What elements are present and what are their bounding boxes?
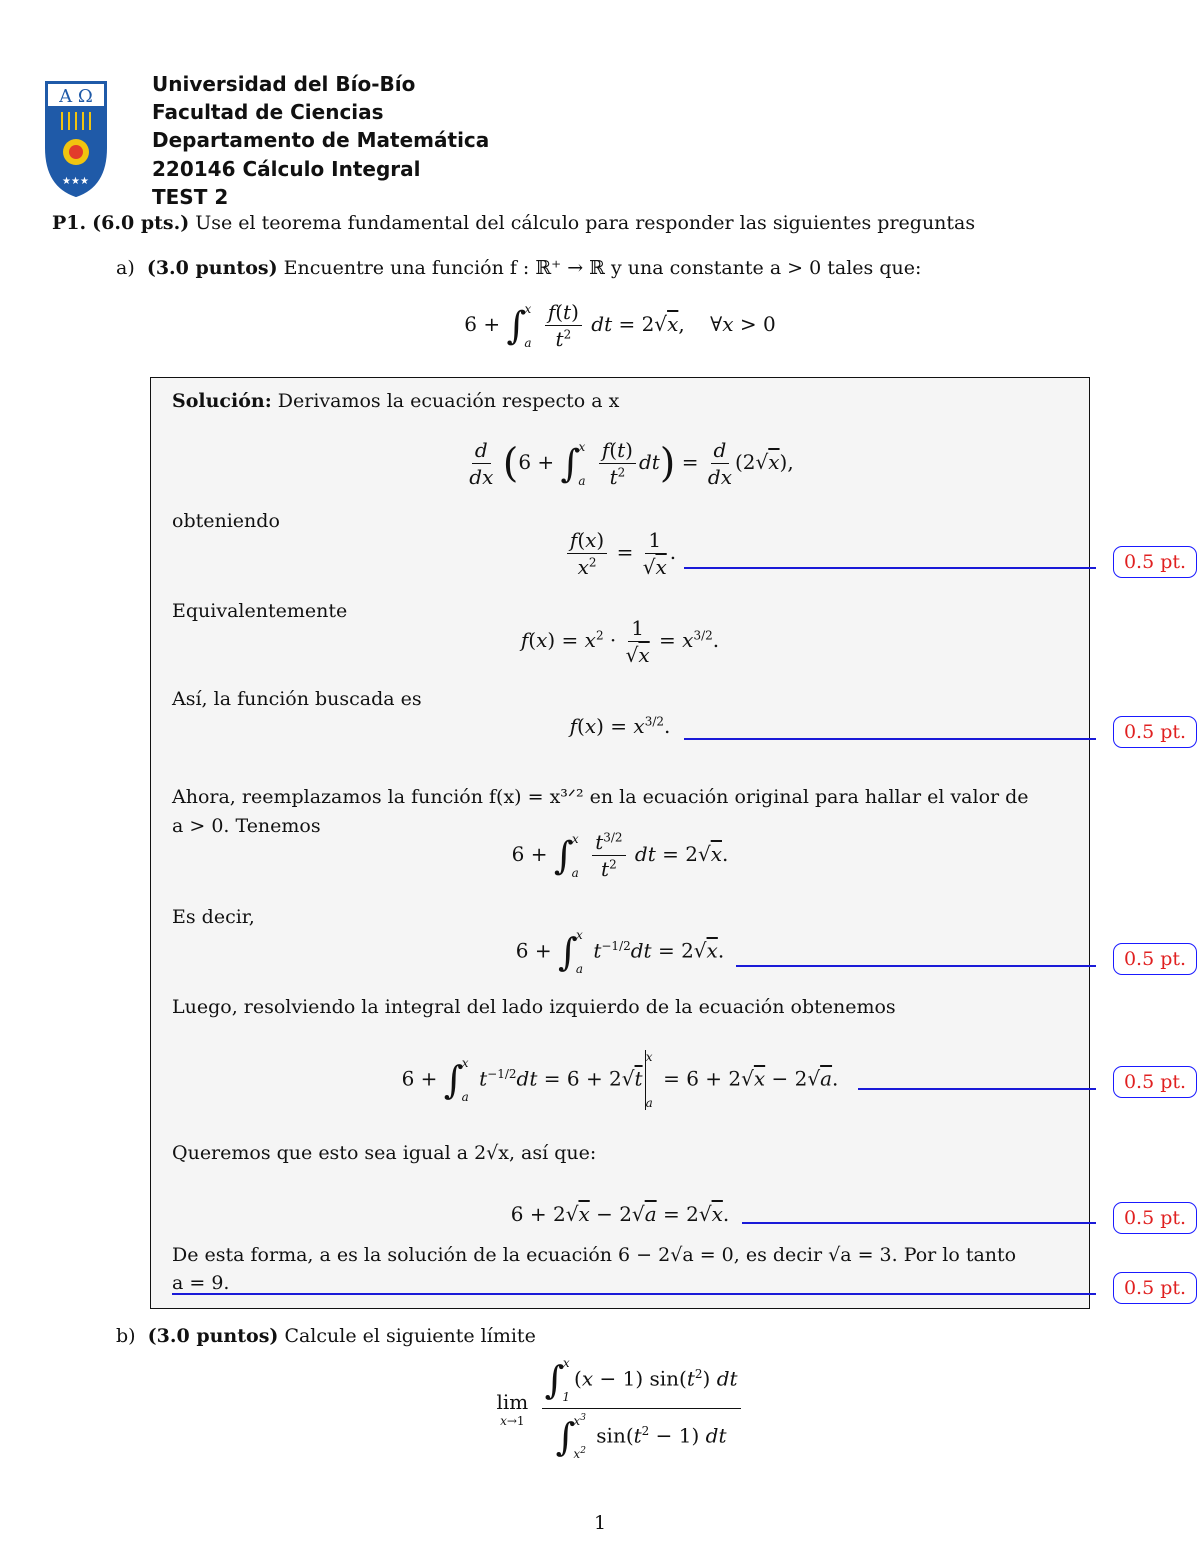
equation-fx-product: $f(x) = x^2$ · $\frac{1}{√x}$ = $x^{3/2}$. [520, 616, 720, 667]
equation-derivative: $\frac{d}{dx}$ (6 + ∫ x a $\frac{f(t)}{t^2}$ dt) = $\frac{d}{dx}$ (2√x), [469, 438, 794, 489]
text-final-line1: De esta forma, a es la solución de la ecuación 6 − 2√a = 0, es decir √a = 3. Por lo tanto [172, 1244, 1017, 1266]
text-queremos: Queremos que esto sea igual a 2√x, así que: [172, 1142, 597, 1164]
solution-intro-text: Derivamos la ecuación respecto a x [277, 390, 620, 412]
part-b-points: (3.0 puntos) [147, 1325, 279, 1347]
point-badge-3: 0.5 pt. [1113, 943, 1197, 975]
university-name: Universidad del Bío-Bío [152, 72, 416, 96]
logo-letters: A Ω [59, 86, 93, 107]
point-badge-4: 0.5 pt. [1113, 1066, 1197, 1098]
part-b-label: b) [116, 1325, 136, 1347]
svg-text:★: ★ [62, 176, 71, 187]
leader-line-5 [742, 1222, 1096, 1224]
problem-1-text: Use el teorema fundamental del cálculo para responder las siguientes preguntas [195, 212, 976, 234]
point-badge-6: 0.5 pt. [1113, 1272, 1197, 1304]
part-b-text: Calcule el siguiente límite [284, 1325, 536, 1347]
equation-fx-over-x2: $\frac{f(x)}{x^2}$ = $\frac{1}{√x}$ . [540, 528, 700, 579]
text-ahora-line1: Ahora, reemplazamos la función f(x) = x³ᐟ² en la ecuación original para hallar el valor de [172, 786, 1029, 808]
text-equivalentemente: Equivalentemente [172, 600, 348, 622]
leader-line-6 [172, 1293, 1096, 1295]
equation-substituted: 6 + ∫ x a $\frac{t^{3/2}}{t^2}$ dt = 2√x. [511, 830, 729, 881]
text-obteniendo: obteniendo [172, 510, 280, 532]
department-name: Departamento de Matemática [152, 128, 490, 152]
solution-intro [172, 388, 619, 414]
equation-limit: lim x→1 ∫ x 1 (x − 1) $\sin(t^2)$ dt ∫ $x^3$ $x^2$ $\sin(t^2 - 1)$ dt [480, 1356, 760, 1461]
equation-condition: 6 + 2√x − 2√a = 2√x. [510, 1202, 730, 1226]
part-a-label: a) [116, 257, 135, 279]
point-badge-5: 0.5 pt. [1113, 1202, 1197, 1234]
svg-text:★: ★ [80, 176, 89, 187]
text-ahora-line2: a > 0. Tenemos [172, 815, 321, 837]
text-luego: Luego, resolviendo la integral del lado izquierdo de la ecuación obtenemos [172, 996, 896, 1018]
faculty-name: Facultad de Ciencias [152, 100, 384, 124]
leader-line-4 [858, 1088, 1096, 1090]
part-a-statement [116, 255, 921, 281]
text-es-decir: Es decir, [172, 906, 255, 928]
equation-simplified: 6 + ∫ x a $t^{-1/2}dt = 2√x$. [515, 928, 725, 976]
leader-line-2 [684, 738, 1096, 740]
course-name: 220146 Cálculo Integral [152, 157, 421, 181]
part-b-statement [116, 1323, 536, 1349]
point-badge-2: 0.5 pt. [1113, 716, 1197, 748]
point-badge-1: 0.5 pt. [1113, 546, 1197, 578]
equation-part-a: 6 + ∫ x a $\frac{f(t)}{t^2}$ dt = 2√x, ∀x > 0 [464, 300, 776, 351]
part-a-text: Encuentre una función f : ℝ⁺ → ℝ y una constante a > 0 tales que: [283, 257, 922, 279]
test-name: TEST 2 [152, 185, 229, 209]
leader-line-1 [684, 567, 1096, 569]
equation-evaluated: 6 + ∫ x a $t^{-1/2}dt = 6 + 2√t$ x a = 6 + 2√x − 2√a. [401, 1050, 839, 1110]
problem-1-statement [52, 210, 975, 236]
text-final-line2: a = 9. [172, 1272, 230, 1294]
equation-fx-result: $f(x) = x^{3/2}$. [569, 714, 671, 738]
university-logo [42, 78, 110, 198]
leader-line-3 [736, 965, 1096, 967]
page-number: 1 [593, 1512, 607, 1534]
text-asi: Así, la función buscada es [172, 688, 422, 710]
svg-text:★: ★ [71, 176, 80, 187]
problem-1-points: (6.0 pts.) [92, 212, 190, 234]
part-a-points: (3.0 puntos) [146, 257, 278, 279]
problem-1-label: P1. [52, 212, 87, 234]
solution-heading: Solución: [172, 390, 272, 412]
